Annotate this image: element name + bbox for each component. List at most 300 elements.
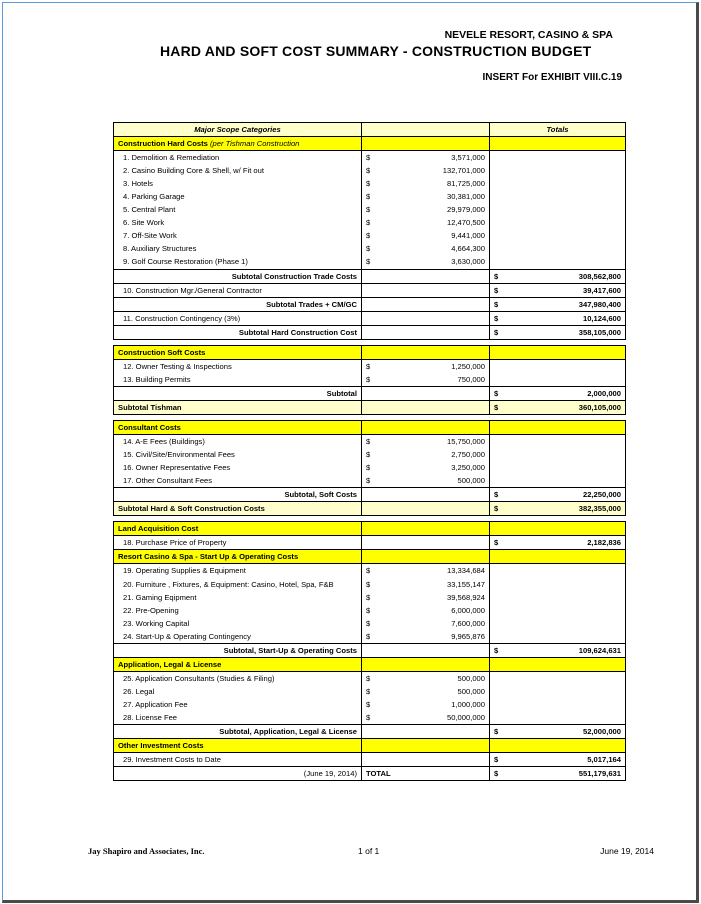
row-label-text: Consultant Costs <box>118 423 181 432</box>
row-label-text: 10. Construction Mgr./General Contractor <box>123 285 262 295</box>
total-value: 2,000,000 <box>587 388 621 398</box>
row-label <box>114 359 362 373</box>
section-header-row <box>114 420 626 434</box>
row-label <box>114 461 362 474</box>
currency-symbol: $ <box>366 631 371 641</box>
row-label <box>114 502 362 516</box>
row-label-text: 12. Owner Testing & Inspections <box>123 361 232 371</box>
row-label-text: 26. Legal <box>123 686 155 696</box>
currency-symbol: $ <box>494 727 499 737</box>
currency-symbol: $ <box>366 712 371 722</box>
currency-symbol: $ <box>366 192 371 202</box>
row-label-text: 3. Hotels <box>123 179 153 189</box>
currency-symbol: $ <box>366 437 371 447</box>
totals-cell <box>490 359 626 373</box>
amount-cell <box>362 739 490 753</box>
line-item-row <box>114 190 626 203</box>
line-item-row <box>114 151 626 165</box>
subtotal-row <box>114 643 626 657</box>
row-label <box>114 190 362 203</box>
row-label-text: 13. Building Permits <box>123 374 191 384</box>
row-label-text: Land Acquisition Cost <box>118 524 199 534</box>
row-label-text: 2. Casino Building Core & Shell, w/ Fit out <box>123 166 264 176</box>
row-label <box>114 711 362 725</box>
total-value: 358,105,000 <box>578 327 621 337</box>
line-item-row <box>114 617 626 630</box>
totals-cell <box>490 151 626 165</box>
totals-cell <box>490 550 626 564</box>
amount-cell <box>362 550 490 564</box>
row-label-text: Subtotal Hard & Soft Construction Costs <box>118 504 265 514</box>
total-value: 2,182,836 <box>587 538 621 548</box>
amount-cell <box>362 151 490 165</box>
subtotal-row <box>114 502 626 516</box>
totals-cell <box>490 474 626 488</box>
line-item-row <box>114 448 626 461</box>
budget-table <box>113 122 626 781</box>
row-label-text: 5. Central Plant <box>123 205 176 215</box>
row-label <box>114 137 362 151</box>
row-label-text: 27. Application Fee <box>123 699 188 709</box>
row-label <box>114 297 362 311</box>
row-label <box>114 229 362 242</box>
line-item-row <box>114 711 626 725</box>
currency-symbol: $ <box>366 450 371 460</box>
currency-symbol: $ <box>366 618 371 628</box>
line-item-row <box>114 435 626 449</box>
currency-symbol: $ <box>366 699 371 709</box>
row-label-text: Construction Soft Costs <box>118 347 206 357</box>
amount-cell <box>362 373 490 387</box>
totals-cell <box>490 297 626 311</box>
totals-cell <box>490 242 626 255</box>
row-label <box>114 269 362 283</box>
amount-value: 4,664,300 <box>451 244 485 254</box>
currency-symbol: $ <box>494 285 499 295</box>
subtotal-row <box>114 725 626 739</box>
row-label-text: Subtotal, Start-Up & Operating Costs <box>223 645 357 655</box>
amount-value: 6,000,000 <box>451 605 485 615</box>
row-label-text: Subtotal, Application, Legal & License <box>219 727 357 737</box>
amount-value: 30,381,000 <box>446 192 485 202</box>
row-label <box>114 767 362 781</box>
row-label-text: 19. Operating Supplies & Equipment <box>123 566 246 576</box>
amount-cell <box>362 630 490 644</box>
line-item-row <box>114 373 626 387</box>
amount-cell <box>362 229 490 242</box>
currency-symbol: $ <box>366 361 371 371</box>
totals-cell <box>490 435 626 449</box>
column-header-amount <box>362 123 490 137</box>
amount-cell <box>362 435 490 449</box>
row-label-text: Application, Legal & License <box>118 659 222 669</box>
currency-symbol: $ <box>366 673 371 683</box>
row-label <box>114 325 362 339</box>
row-label-text: 14. A-E Fees (Buildings) <box>123 437 205 447</box>
amount-cell <box>362 502 490 516</box>
amount-cell <box>362 474 490 488</box>
totals-cell <box>490 488 626 502</box>
totals-cell <box>490 522 626 536</box>
amount-cell <box>362 345 490 359</box>
row-label-text: 20. Furniture , Fixtures, & Equipment: Casino, Hotel, Spa, F&B <box>123 579 334 589</box>
amount-value: 1,250,000 <box>451 361 485 371</box>
footer-page-number: 1 of 1 <box>358 846 380 856</box>
currency-symbol: $ <box>366 592 371 602</box>
totals-cell <box>490 229 626 242</box>
amount-value: 3,250,000 <box>451 463 485 473</box>
row-label-text: Subtotal Trades + CM/GC <box>266 299 357 309</box>
row-label <box>114 643 362 657</box>
line-item-row <box>114 242 626 255</box>
totals-cell <box>490 739 626 753</box>
totals-cell <box>490 345 626 359</box>
line-item-row <box>114 311 626 325</box>
amount-cell <box>362 190 490 203</box>
currency-symbol: $ <box>366 244 371 254</box>
row-label <box>114 739 362 753</box>
totals-cell <box>490 685 626 698</box>
totals-cell <box>490 311 626 325</box>
line-item-row <box>114 216 626 229</box>
row-label <box>114 448 362 461</box>
row-label-text: (June 19, 2014) <box>303 769 357 779</box>
amount-cell <box>362 203 490 216</box>
row-label <box>114 617 362 630</box>
row-label <box>114 400 362 414</box>
amount-cell: TOTAL <box>362 767 490 781</box>
totals-cell <box>490 448 626 461</box>
amount-cell <box>362 400 490 414</box>
currency-symbol: $ <box>366 579 371 589</box>
amount-value: 9,965,876 <box>451 631 485 641</box>
totals-cell <box>490 591 626 604</box>
row-label <box>114 474 362 488</box>
currency-symbol: $ <box>366 179 371 189</box>
row-label <box>114 564 362 578</box>
row-label <box>114 255 362 269</box>
row-label-text: 1. Demolition & Remediation <box>123 153 220 163</box>
currency-symbol: $ <box>366 218 371 228</box>
row-label-text: Subtotal Tishman <box>118 402 182 412</box>
currency-symbol: $ <box>366 257 371 267</box>
totals-cell <box>490 564 626 578</box>
amount-value: 1,000,000 <box>451 699 485 709</box>
totals-cell <box>490 536 626 550</box>
amount-value: 750,000 <box>457 374 485 384</box>
row-label <box>114 164 362 177</box>
totals-cell <box>490 269 626 283</box>
table-header-row <box>114 123 626 137</box>
line-item-row <box>114 698 626 711</box>
row-label <box>114 753 362 767</box>
subtotal-row <box>114 269 626 283</box>
currency-symbol: $ <box>366 205 371 215</box>
currency-symbol: $ <box>494 313 499 323</box>
row-label-text: Construction Hard Costs <box>118 139 208 149</box>
subtotal-row <box>114 767 626 781</box>
row-label-text: 25. Application Consultants (Studies & Filing) <box>123 673 275 683</box>
totals-cell <box>490 578 626 591</box>
amount-value: 9,441,000 <box>451 231 485 241</box>
amount-cell <box>362 216 490 229</box>
row-label-note: (per Tishman Construction <box>210 139 300 149</box>
line-item-row <box>114 255 626 269</box>
amount-cell <box>362 164 490 177</box>
totals-cell <box>490 325 626 339</box>
amount-value: 500,000 <box>457 673 485 683</box>
amount-cell <box>362 461 490 474</box>
row-label-text: 28. License Fee <box>123 712 178 722</box>
amount-value: 132,701,000 <box>442 166 485 176</box>
section-header-row <box>114 522 626 536</box>
row-label <box>114 536 362 550</box>
totals-cell <box>490 502 626 516</box>
amount-cell <box>362 643 490 657</box>
row-label <box>114 311 362 325</box>
currency-symbol: $ <box>494 490 499 500</box>
footer-date: June 19, 2014 <box>600 846 654 856</box>
amount-cell <box>362 564 490 578</box>
row-label-text: 11. Construction Contingency (3%) <box>123 313 241 323</box>
amount-cell <box>362 488 490 502</box>
total-value: 39,417,600 <box>582 285 621 295</box>
currency-symbol: $ <box>366 686 371 696</box>
currency-symbol: $ <box>366 605 371 615</box>
exhibit-reference: INSERT For EXHIBIT VIII.C.19 <box>482 72 622 83</box>
currency-symbol: $ <box>366 374 371 384</box>
currency-symbol: $ <box>494 645 499 655</box>
amount-value: 12,470,500 <box>446 218 485 228</box>
row-label <box>114 578 362 591</box>
row-label <box>114 216 362 229</box>
row-label-text: 8. Auxiliary Structures <box>123 244 197 254</box>
amount-value: 500,000 <box>457 686 485 696</box>
currency-symbol: $ <box>366 476 371 486</box>
section-header-row <box>114 345 626 359</box>
totals-cell <box>490 698 626 711</box>
amount-value: 500,000 <box>457 476 485 486</box>
amount-value: 7,600,000 <box>451 618 485 628</box>
amount-value: 15,750,000 <box>446 437 485 447</box>
amount-cell <box>362 536 490 550</box>
document-title: HARD AND SOFT COST SUMMARY - CONSTRUCTION BUDGET <box>160 43 592 59</box>
totals-cell <box>490 400 626 414</box>
totals-cell <box>490 671 626 685</box>
amount-value: 29,979,000 <box>446 205 485 215</box>
row-label-text: Other Investment Costs <box>118 741 204 751</box>
row-label-text: 17. Other Consultant Fees <box>123 476 213 486</box>
currency-symbol: $ <box>494 388 499 398</box>
currency-symbol: $ <box>494 402 499 412</box>
totals-cell <box>490 373 626 387</box>
section-header-row <box>114 657 626 671</box>
total-value: 551,179,631 <box>578 769 621 779</box>
totals-cell <box>490 283 626 297</box>
amount-cell <box>362 522 490 536</box>
row-label <box>114 420 362 434</box>
amount-value: 39,568,924 <box>446 592 485 602</box>
totals-cell <box>490 643 626 657</box>
amount-cell <box>362 420 490 434</box>
currency-symbol: $ <box>366 231 371 241</box>
section-header-row <box>114 550 626 564</box>
row-label-text: Resort Casino & Spa - Start Up & Operating Costs <box>118 552 299 562</box>
totals-cell <box>490 137 626 151</box>
row-label <box>114 522 362 536</box>
row-label-text: 22. Pre-Opening <box>123 605 179 615</box>
amount-cell <box>362 255 490 269</box>
totals-cell <box>490 177 626 190</box>
amount-cell <box>362 386 490 400</box>
row-label-text: 23. Working Capital <box>123 618 190 628</box>
row-label <box>114 386 362 400</box>
amount-cell <box>362 283 490 297</box>
row-label-text: 4. Parking Garage <box>123 192 185 202</box>
line-item-row <box>114 229 626 242</box>
currency-symbol: $ <box>366 463 371 473</box>
row-label <box>114 177 362 190</box>
amount-cell <box>362 591 490 604</box>
row-label <box>114 242 362 255</box>
totals-cell <box>490 657 626 671</box>
amount-value: 3,630,000 <box>451 257 485 267</box>
amount-cell <box>362 685 490 698</box>
row-label <box>114 591 362 604</box>
row-label <box>114 630 362 644</box>
amount-cell <box>362 753 490 767</box>
totals-cell <box>490 711 626 725</box>
line-item-row <box>114 753 626 767</box>
section-header-row <box>114 739 626 753</box>
totals-cell <box>490 216 626 229</box>
amount-value: 13,334,684 <box>446 566 485 576</box>
column-header-category: Major Scope Categories <box>114 123 362 137</box>
total-value: 382,355,000 <box>578 504 621 514</box>
total-value: 22,250,000 <box>582 490 621 500</box>
total-value: 109,624,631 <box>578 645 621 655</box>
amount-value: 81,725,000 <box>446 179 485 189</box>
currency-symbol: $ <box>494 538 499 548</box>
total-value: 5,017,164 <box>587 755 621 765</box>
amount-cell <box>362 325 490 339</box>
currency-symbol: $ <box>366 153 371 163</box>
row-label <box>114 203 362 216</box>
subtotal-row <box>114 386 626 400</box>
amount-cell <box>362 657 490 671</box>
totals-cell <box>490 461 626 474</box>
totals-cell <box>490 725 626 739</box>
row-label <box>114 671 362 685</box>
totals-cell <box>490 164 626 177</box>
amount-cell <box>362 311 490 325</box>
amount-cell <box>362 137 490 151</box>
totals-cell <box>490 767 626 781</box>
line-item-row <box>114 474 626 488</box>
row-label-text: 7. Off-Site Work <box>123 231 177 241</box>
line-item-row <box>114 578 626 591</box>
currency-symbol: $ <box>366 166 371 176</box>
section-header-row <box>114 137 626 151</box>
row-label <box>114 283 362 297</box>
amount-cell <box>362 698 490 711</box>
column-header-totals: Totals <box>490 123 626 137</box>
row-label-text: 16. Owner Representative Fees <box>123 463 231 473</box>
row-label <box>114 685 362 698</box>
row-label-text: 15. Civil/Site/Environmental Fees <box>123 450 235 460</box>
currency-symbol: $ <box>366 566 371 576</box>
currency-symbol: $ <box>494 755 499 765</box>
row-label <box>114 657 362 671</box>
amount-cell <box>362 711 490 725</box>
totals-cell <box>490 190 626 203</box>
subtotal-row <box>114 488 626 502</box>
currency-symbol: $ <box>494 504 499 514</box>
row-label-text: 21. Gaming Eqipment <box>123 592 197 602</box>
total-value: 308,562,800 <box>578 271 621 281</box>
row-label-text: 9. Golf Course Restoration (Phase 1) <box>123 257 248 267</box>
total-value: 52,000,000 <box>582 727 621 737</box>
currency-symbol: $ <box>494 327 499 337</box>
row-label-text: Subtotal, Soft Costs <box>284 490 357 500</box>
amount-cell <box>362 242 490 255</box>
company-name: NEVELE RESORT, CASINO & SPA <box>444 29 613 41</box>
row-label-text: Subtotal Construction Trade Costs <box>231 271 357 281</box>
amount-cell <box>362 359 490 373</box>
row-label-text: 18. Purchase Price of Property <box>123 538 227 548</box>
amount-value: 33,155,147 <box>446 579 485 589</box>
amount-cell <box>362 671 490 685</box>
line-item-row <box>114 591 626 604</box>
subtotal-row <box>114 325 626 339</box>
amount-cell <box>362 177 490 190</box>
totals-cell <box>490 604 626 617</box>
line-item-row <box>114 630 626 644</box>
currency-symbol: $ <box>494 769 499 779</box>
currency-symbol: $ <box>494 271 499 281</box>
row-label <box>114 373 362 387</box>
currency-symbol: $ <box>494 299 499 309</box>
totals-cell <box>490 386 626 400</box>
amount-cell <box>362 297 490 311</box>
line-item-row <box>114 685 626 698</box>
line-item-row <box>114 359 626 373</box>
amount-value: 50,000,000 <box>446 712 485 722</box>
totals-cell <box>490 255 626 269</box>
amount-cell <box>362 725 490 739</box>
line-item-row <box>114 671 626 685</box>
line-item-row <box>114 564 626 578</box>
amount-value: 3,571,000 <box>451 153 485 163</box>
row-label-text: Subtotal <box>326 388 357 398</box>
row-label-text: 24. Start-Up & Operating Contingency <box>123 631 251 641</box>
line-item-row <box>114 177 626 190</box>
line-item-row <box>114 203 626 216</box>
row-label-text: 6. Site Work <box>123 218 165 228</box>
amount-cell <box>362 269 490 283</box>
row-label <box>114 698 362 711</box>
row-label <box>114 488 362 502</box>
totals-cell <box>490 753 626 767</box>
line-item-row <box>114 461 626 474</box>
total-value: 347,980,400 <box>578 299 621 309</box>
row-label-text: 29. Investment Costs to Date <box>123 755 221 765</box>
row-label <box>114 604 362 617</box>
row-label <box>114 550 362 564</box>
amount-cell <box>362 578 490 591</box>
totals-cell <box>490 617 626 630</box>
line-item-row <box>114 536 626 550</box>
